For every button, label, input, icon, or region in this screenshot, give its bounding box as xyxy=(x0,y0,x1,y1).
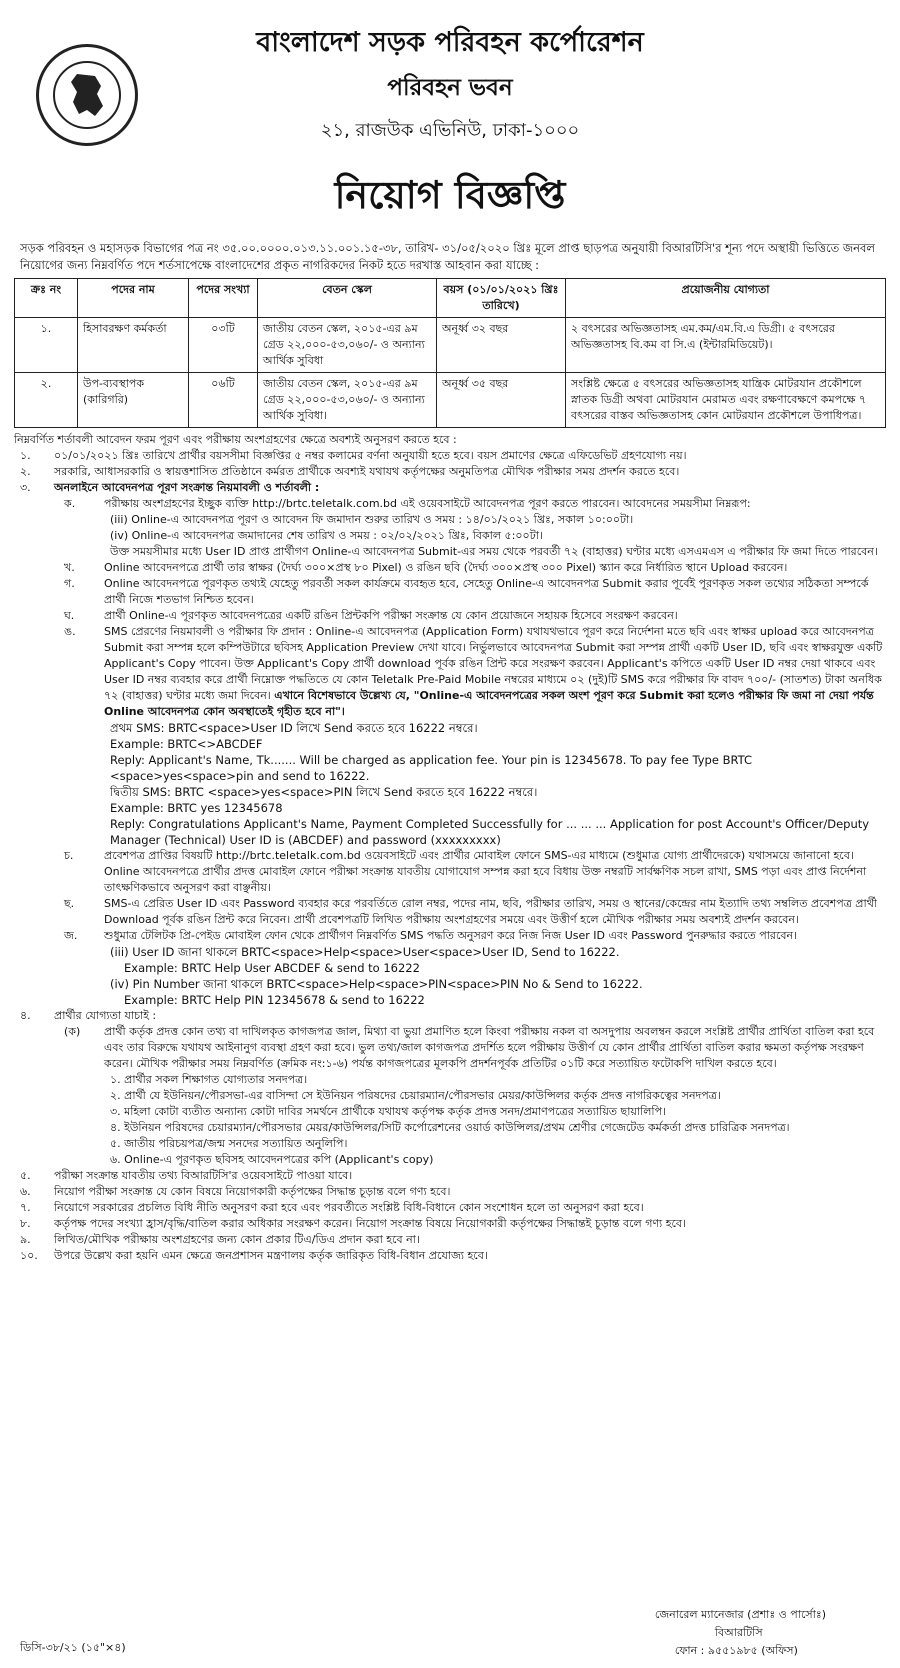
signer-org: বিআরটিসি xyxy=(714,1626,763,1639)
condition-10 xyxy=(14,1248,886,1264)
sms-1: প্রথম SMS: BRTC<space>User ID লিখে Send করতে হবে 16222 নম্বরে। xyxy=(110,721,478,735)
sub-j xyxy=(14,928,886,944)
date-start: (iii) Online-এ আবেদনপত্র পূরণ ও আবেদন ফি জমাদান শুরুর তারিখ ও সময় : ১৪/০১/২০২১ খ্রিঃ, সকাল ১০:০০টা। xyxy=(110,513,634,526)
condition-number: ১০. xyxy=(20,1249,38,1262)
sub-text: পরীক্ষায় অংশগ্রহণের ইচ্ছুক ব্যক্তি http://brtc.teletalk.com.bd এই ওয়েবসাইটে আবেদনপত্র পূরণ করতে পারবেন। আবেদনের সময়সীমা নিম্নরূপ: xyxy=(104,497,751,510)
condition-text: কর্তৃপক্ষ পদের সংখ্যা হ্রাস/বৃদ্ধি/বাতিল করার অধিকার সংরক্ষণ করেন। নিয়োগ সংক্রান্ত বিষয়ে নিয়োগকারী কর্তৃপক্ষের সিদ্ধান্তই চূড়ান্ত বলে গণ্য হবে। xyxy=(54,1217,686,1230)
sub-number: গ. xyxy=(64,577,75,590)
condition-number: ৫. xyxy=(20,1169,31,1182)
table-cell: জাতীয় বেতন স্কেল, ২০১৫-এর ৯ম গ্রেড ২২,০০০-৫৩,০৬০/- ও অন্যান্য আর্থিক সুবিধা xyxy=(258,318,437,373)
condition-3 xyxy=(14,480,886,496)
sub-number: খ. xyxy=(64,561,75,574)
notice-title: নিয়োগ বিজ্ঞপ্তি xyxy=(334,172,566,217)
recover-user-id-example: Example: BRTC Help User ABCDEF & send to 16222 xyxy=(124,961,420,975)
sub-gh xyxy=(14,608,886,624)
table-cell: অনূর্ধ্ব ৩৫ বছর xyxy=(437,373,566,428)
doc-item: ২. প্রার্থী যে ইউনিয়ন/পৌরসভা-এর বাসিন্দা সে ইউনিয়ন পরিষদের চেয়ারম্যান/পৌরসভার মেয়র/কাউন্সিলর কর্তৃক প্রদত্ত নাগরিকত্বের সনদপত্র। xyxy=(110,1089,721,1102)
sub-text: প্রার্থী কর্তৃক প্রদত্ত কোন তথ্য বা দাখিলকৃত কাগজপত্র জাল, মিথ্যা বা ভুয়া প্রমাণিত হলে কিংবা পরীক্ষায় নকল বা অসদুপায় অবলম্বন করলে সংশ্লিষ্ট প্রার্থীর প্রার্থিতা বাতিল করা হবে এবং তার বিরুদ্ধে যথাযথ আইনানুগ ব্যবস্থা গ্রহণ করা হবে। ভুল তথ্য/জাল কাগজপত্র প্রদর্শিত হলে পরীক্ষায় উত্তীর্ণ যে কোন প্রার্থীর প্রার্থিতা বাতিল করার ক্ষমতা কর্তৃপক্ষ সংরক্ষণ করেন। মৌখিক পরীক্ষার সময় নিম্নবর্ণিত (ক্রমিক নং:১-৬) পর্যন্ত কাগজপত্রের মূলকপি প্রদর্শনপূর্বক প্রতিটির ০১টি করে সত্যায়িত ফটোকপি দাখিল করতে হবে। xyxy=(104,1025,875,1070)
doc-item: ৩. মহিলা কোটা ব্যতীত অন্যান্য কোটা দাবির সমর্থনে প্রার্থীকে যথাযথ কর্তৃপক্ষ কর্তৃক প্রদত্ত সনদ/প্রমাণপত্রের সত্যায়িত ছায়ালিপি। xyxy=(110,1105,666,1118)
header xyxy=(14,22,886,162)
condition-number: ৭. xyxy=(20,1201,31,1214)
sub-number: (ক) xyxy=(64,1025,81,1038)
sub-k xyxy=(14,496,886,512)
signer-title: জেনারেল ম্যানেজার (প্রশাঃ ও পার্সোঃ) xyxy=(654,1608,826,1621)
sub-text: প্রবেশপত্র প্রাপ্তির বিষয়টি http://brtc.teletalk.com.bd ওয়েবসাইটে এবং প্রার্থীর মোবাইল ফোনে SMS-এর মাধ্যমে (শুধুমাত্র যোগ্য প্রার্থীদেরকে) যথাসময়ে জানানো হবে। Online আবেদনপত্রে প্রার্থীর প্রদত্ত মোবাইল ফোনে পরীক্ষা সংক্রান্ত যাবতীয় যোগাযোগ সম্পন্ন করা হবে বিধায় উক্ত নম্বরটি সার্বক্ষণিক সচল রাখা, SMS পড়া এবং প্রাপ্ত নির্দেশনা তাৎক্ষণিকভাবে অনুসরণ করা বাঞ্ছনীয়। xyxy=(104,849,867,894)
signature-block xyxy=(655,1606,826,1660)
sub-number: ছ. xyxy=(64,897,75,910)
table-cell: জাতীয় বেতন স্কেল, ২০১৫-এর ৯ম গ্রেড ২২,০০০-৫৩,০৬০/- ও অন্যান্য আর্থিক সুবিধা। xyxy=(258,373,437,428)
sms-1-reply: Reply: Applicant's Name, Tk....... Will be charged as application fee. Your pin is 12345678. To pay fee Type BRTC <space>yes<space>pin and send to 16222. xyxy=(110,753,752,783)
condition-text: উপরে উল্লেখ করা হয়নি এমন ক্ষেত্রে জনপ্রশাসন মন্ত্রণালয় কর্তৃক জারিকৃত বিধি-বিধান প্রযোজ্য হবে। xyxy=(54,1249,488,1262)
condition-number: ৯. xyxy=(20,1233,31,1246)
condition-heading: প্রার্থীর যোগ্যতা যাচাই : xyxy=(54,1009,157,1022)
doc-item: ৪. ইউনিয়ন পরিষদের চেয়ারম্যান/পৌরসভার মেয়র/কাউন্সিলর/সিটি কর্পোরেশনের ওয়ার্ড কাউন্সিলর/প্রথম শ্রেণীর গেজেটেড কর্মকর্তা প্রদত্ত চারিত্রিক সনদপত্র। xyxy=(110,1121,790,1134)
sub-ch xyxy=(14,848,886,896)
signer-phone: ফোন : ৯৫৫১৯৮৫ (অফিস) xyxy=(674,1644,798,1657)
conditions-intro: নিম্নবর্ণিত শর্তাবলী আবেদন ফরম পূরণ এবং পরীক্ষায় অংশগ্রহণের ক্ষেত্রে অবশ্যই অনুসরণ করতে হবে : xyxy=(14,433,457,446)
condition-9 xyxy=(14,1232,886,1248)
recover-pin-example: Example: BRTC Help PIN 12345678 & send to 16222 xyxy=(124,993,425,1007)
date-end: (iv) Online-এ আবেদনপত্র জমাদানের শেষ তারিখ ও সময় : ০২/০২/২০২১ খ্রিঃ, বিকাল ৫:০০টা। xyxy=(110,529,543,542)
condition-number: ২. xyxy=(20,465,31,478)
condition-text: ০১/০১/২০২১ খ্রিঃ তারিখে প্রার্থীর বয়সসীমা বিজ্ঞপ্তির ৫ নম্বর কলামের বর্ণনা অনুযায়ী হতে হবে। বয়স প্রমাণের ক্ষেত্রে এফিডেভিট গ্রহণযোগ্য নয়। xyxy=(54,449,687,462)
sms-2: দ্বিতীয় SMS: BRTC <space>yes<space>PIN লিখে Send করতে হবে 16222 নম্বরে। xyxy=(110,785,538,799)
sub-text-bold: এখানে বিশেষভাবে উল্লেখ্য যে, "Online-এ আবেদনপত্রের সকল অংশ পূরণ করে Submit করা হলেও পরীক্ষার ফি জমা না দেয়া পর্যন্ত Online আবেদনপত্র কোন অবস্থাতেই গৃহীত হবে না"। xyxy=(104,689,874,718)
condition-8 xyxy=(14,1216,886,1232)
condition-5 xyxy=(14,1168,886,1184)
logo-map-icon xyxy=(53,61,121,129)
sub-text: Online আবেদনপত্রে পূরণকৃত তথ্যই যেহেতু পরবর্তী সকল কার্যক্রমে ব্যবহৃত হবে, সেহেতু Online-এ আবেদনপত্র Submit করার পূর্বেই পূরণকৃত সকল তথ্যের সঠিকতা সম্পর্কে প্রার্থী নিজে শতভাগ নিশ্চিত হবেন। xyxy=(104,577,869,606)
brtc-logo xyxy=(36,44,138,146)
sub-text: প্রার্থী Online-এ পূরণকৃত আবেদনপত্রের একটি রঙিন প্রিন্টকপি পরীক্ষা সংক্রান্ত যে কোন প্রয়োজনে সহায়ক হিসেবে সংরক্ষণ করবেন। xyxy=(104,609,678,622)
sub-number: ঙ. xyxy=(64,625,76,638)
sub-number: ঘ. xyxy=(64,609,75,622)
sub-number: জ. xyxy=(64,929,78,942)
table-cell: ২. xyxy=(15,373,78,428)
sms-1-example: Example: BRTC<>ABCDEF xyxy=(110,737,263,751)
table-cell: সংশ্লিষ্ট ক্ষেত্রে ৫ বৎসরের অভিজ্ঞতাসহ যান্ত্রিক মোটরযান প্রকৌশলে স্নাতক ডিগ্রী অথবা মোটরযান মেরামত এবং রক্ষণাবেক্ষণে কমপক্ষে ৭ বৎসরের বাস্তব অভিজ্ঞতাসহ কোন মোটরযান প্রকৌশলে উপাধিপত্র। xyxy=(566,373,886,428)
condition-text: নিয়োগে সরকারের প্রচলিত বিধি নীতি অনুসরণ করা হবে এবং পরবর্তীতে সংশ্লিষ্ট বিধি-বিধানে কোন সংশোধন হলে তা অনুসরণ করা হবে। xyxy=(54,1201,644,1214)
table-cell: উপ-ব্যবস্থাপক (কারিগরি) xyxy=(78,373,189,428)
conditions xyxy=(14,432,886,1264)
col-age: বয়স (০১/০১/২০২১ খ্রিঃ তারিখে) xyxy=(437,279,566,318)
condition-6 xyxy=(14,1184,886,1200)
sms-2-example: Example: BRTC yes 12345678 xyxy=(110,801,283,815)
condition-number: ৬. xyxy=(20,1185,31,1198)
condition-text: লিখিত/মৌখিক পরীক্ষায় অংশগ্রহণের জন্য কোন প্রকার টিএ/ডিএ প্রদান করা হবে না। xyxy=(54,1233,420,1246)
doc-item: ৫. জাতীয় পরিচয়পত্র/জন্ম সনদের সত্যায়িত অনুলিপি। xyxy=(110,1137,348,1150)
table-cell: ০৬টি xyxy=(189,373,258,428)
recover-pin: (iv) Pin Number জানা থাকলে BRTC<space>Help<space>PIN<space>PIN No & Send to 16222. xyxy=(110,977,643,991)
sub-kh xyxy=(14,560,886,576)
condition-4 xyxy=(14,1008,886,1024)
table-row xyxy=(15,373,886,428)
condition-number: ৪. xyxy=(20,1009,31,1022)
sub-text: শুধুমাত্র টেলিটক প্রি-পেইড মোবাইল ফোন থেকে প্রার্থীগণ নিম্নবর্ণিত SMS পদ্ধতি অনুসরণ করে নিজ নিজ User ID এবং Password পুনরুদ্ধার করতে পারবেন। xyxy=(104,929,798,942)
condition-number: ৮. xyxy=(20,1217,31,1230)
ad-code: ডিসি-৩৮/২১ (১৫"×৪) xyxy=(20,1641,126,1654)
building-name: পরিবহন ভবন xyxy=(387,74,513,101)
table-row xyxy=(15,318,886,373)
sub-4k xyxy=(14,1024,886,1072)
condition-heading: অনলাইনে আবেদনপত্র পূরণ সংক্রান্ত নিয়মাবলী ও শর্তাবলী : xyxy=(54,481,320,494)
col-post-count: পদের সংখ্যা xyxy=(189,279,258,318)
col-pay-scale: বেতন স্কেল xyxy=(258,279,437,318)
table-cell: হিসাবরক্ষণ কর্মকর্তা xyxy=(78,318,189,373)
condition-number: ৩. xyxy=(20,481,31,494)
bangladesh-map-icon xyxy=(67,72,107,118)
condition-text: পরীক্ষা সংক্রান্ত যাবতীয় তথ্য বিআরটিসি'র ওয়েবসাইটে পাওয়া যাবে। xyxy=(54,1169,353,1182)
condition-2 xyxy=(14,464,886,480)
condition-1 xyxy=(14,448,886,464)
sub-number: চ. xyxy=(64,849,74,862)
footer xyxy=(14,1606,886,1662)
posts-table xyxy=(14,278,886,428)
intro-text: সড়ক পরিবহন ও মহাসড়ক বিভাগের পত্র নং ৩৫.০০.০০০০.০১৩.১১.০০১.১৫-৩৮, তারিখ- ৩১/০৫/২০২০ খ্রিঃ মূলে প্রাপ্ত ছাড়পত্র অনুযায়ী বিআরটিসি'র শূন্য পদে অস্থায়ী ভিত্তিতে জনবল নিয়োগের জন্য নিম্নবর্ণিত পদে শর্তসাপেক্ষে বাংলাদেশের প্রকৃত নাগরিকদের নিকট হতে দরখাস্ত আহবান করা যাচ্ছে : xyxy=(20,241,875,272)
col-qualification: প্রয়োজনীয় যোগ্যতা xyxy=(566,279,886,318)
sub-chh xyxy=(14,896,886,928)
address: ২১, রাজউক এভিনিউ, ঢাকা-১০০০ xyxy=(320,120,580,141)
col-post-name: পদের নাম xyxy=(78,279,189,318)
sub-k-note: উক্ত সময়সীমার মধ্যে User ID প্রাপ্ত প্রার্থীগণ Online-এ আবেদনপত্র Submit-এর সময় থেকে পরবর্তী ৭২ (বাহাত্তর) ঘণ্টার মধ্যে এসএমএস এ পরীক্ষার ফি জমা দিতে পারবেন। xyxy=(110,545,878,558)
table-cell: ২ বৎসরের অভিজ্ঞতাসহ এম.কম/এম.বি.এ ডিগ্রী। ৫ বৎসরের অভিজ্ঞতাসহ বি.কম বা সি.এ (ইন্টারমিডিয়েট)। xyxy=(566,318,886,373)
condition-text: নিয়োগ পরীক্ষা সংক্রান্ত যে কোন বিষয়ে নিয়োগকারী কর্তৃপক্ষের সিদ্ধান্ত চূড়ান্ত বলে গণ্য হবে। xyxy=(54,1185,451,1198)
condition-text: সরকারি, আধাসরকারি ও স্বায়ত্তশাসিত প্রতিষ্ঠানে কর্মরত প্রার্থীকে অবশ্যই যথাযথ কর্তৃপক্ষের অনুমতিপত্র মৌখিক পরীক্ষার সময় প্রদর্শন করতে হবে। xyxy=(54,465,680,478)
condition-number: ১. xyxy=(20,449,31,462)
table-cell: অনূর্ধ্ব ৩২ বছর xyxy=(437,318,566,373)
sub-text: Online আবেদনপত্রে প্রার্থী তার স্বাক্ষর (দৈর্ঘ্য ৩০০×প্রস্থ ৮০ Pixel) ও রঙিন ছবি (দৈর্ঘ্য ৩০০×প্রস্থ ৩০০ Pixel) স্ক্যান করে নির্ধারিত স্থানে Upload করবেন। xyxy=(104,561,788,574)
table-cell: ০৩টি xyxy=(189,318,258,373)
col-serial: ক্রঃ নং xyxy=(15,279,78,318)
sub-g xyxy=(14,576,886,608)
table-header-row xyxy=(15,279,886,318)
org-name: বাংলাদেশ সড়ক পরিবহন কর্পোরেশন xyxy=(256,27,644,58)
table-cell: ১. xyxy=(15,318,78,373)
condition-7 xyxy=(14,1200,886,1216)
sms-2-reply: Reply: Congratulations Applicant's Name, Payment Completed Successfully for ... ... ... Application for post Account's Officer/Deputy Manager (Technical) User ID is (ABCDEF) and password (xxxxxxxxx) xyxy=(110,817,870,847)
sub-number: ক. xyxy=(64,497,76,510)
sub-text: SMS-এ প্রেরিত User ID এবং Password ব্যবহার করে পরবর্তিতে রোল নম্বর, পদের নাম, ছবি, পরীক্ষার তারিখ, সময় ও স্থানের/কেন্দ্রের নাম ইত্যাদি তথ্য সম্বলিত প্রবেশপত্র প্রার্থী Download পূর্বক রঙিন প্রিন্ট করে নিবেন। প্রার্থী প্রবেশপত্রটি লিখিত পরীক্ষায় অংশগ্রহণের সময়ে এবং উত্তীর্ণ হলে মৌখিক পরীক্ষার সময় অবশ্যই প্রদর্শন করবেন। xyxy=(104,897,877,926)
sub-text: SMS প্রেরণের নিয়মাবলী ও পরীক্ষার ফি প্রদান : Online-এ আবেদনপত্র (Application Form) যথাযথভাবে পূরণ করে নির্দেশনা মতে ছবি এবং স্বাক্ষর upload করে আবেদনপত্র Submit করা সম্পন্ন হলে কম্পিউটারে ছবিসহ Application Preview দেখা যাবে। নির্ভুলভাবে আবেদনপত্র Submit করা সম্পন্ন প্রার্থী একটি User ID, ছবি এবং স্বাক্ষরযুক্ত একটি Applicant's Copy পাবেন। উক্ত Applicant's Copy প্রার্থী download পূর্বক রঙিন প্রিন্ট করে সংরক্ষণ করবেন। Applicant's কপিতে একটি User ID নম্বর দেয়া থাকবে এবং User ID নম্বর ব্যবহার করে প্রার্থী নিম্নোক্ত পদ্ধতিতে যে কোন Teletalk Pre-Paid Mobile নম্বরের মাধ্যমে ০২ (দুই)টি SMS করে পরীক্ষার ফি বাবদ ৭০০/- (সাতশত) টাকা অনধিক ৭২ (বাহাত্তর) ঘণ্টার মধ্যে জমা দিবেন। xyxy=(104,625,883,702)
doc-item: ৬. Online-এ পূরণকৃত ছবিসহ আবেদনপত্রের কপি (Applicant's copy) xyxy=(110,1153,434,1166)
doc-item: ১. প্রার্থীর সকল শিক্ষাগত যোগ্যতার সনদপত্র। xyxy=(110,1073,308,1086)
sub-ng xyxy=(14,624,886,720)
recover-user-id: (iii) User ID জানা থাকলে BRTC<space>Help<space>User<space>User ID, Send to 16222. xyxy=(110,945,620,959)
